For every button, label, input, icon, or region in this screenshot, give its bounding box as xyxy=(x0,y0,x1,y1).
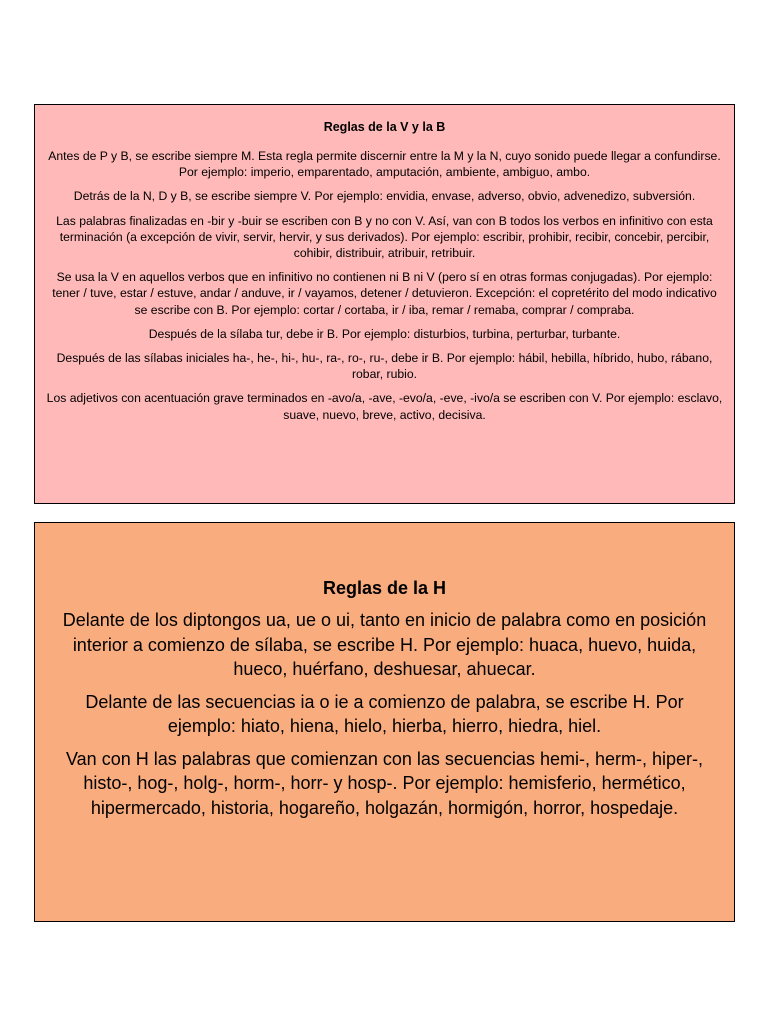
rules-v-b-title: Reglas de la V y la B xyxy=(323,120,446,134)
rules-h-box xyxy=(34,522,735,922)
rules-v-b-paragraph: Los adjetivos con acentuación grave terminados en -avo/a, -ave, -evo/a, -eve, -ivo/a se escriben con V. Por ejemplo: esclavo, suave, nuevo, breve, activo, decisiva. xyxy=(46,391,723,422)
rules-v-b-paragraph: Después de la sílaba tur, debe ir B. Por ejemplo: disturbios, turbina, perturbar, turbante. xyxy=(148,326,621,341)
rules-v-b-paragraph: Antes de P y B, se escribe siempre M. Esta regla permite discernir entre la M y la N, cuyo sonido puede llegar a confundirse. Por ejemplo: imperio, emparentado, amputación, ambiente, ambiguo, ambo. xyxy=(48,149,721,180)
rules-h-paragraph: Van con H las palabras que comienzan con las secuencias hemi-, herm-, hiper-, histo-, hog-, holg-, horm-, horr- y hosp-. Por ejemplo: hemisferio, hermético, hipermercado, historia, hogareño, holgazán, hormigón, horror, hospedaje. xyxy=(66,748,703,818)
rules-v-b-box xyxy=(34,104,735,504)
rules-h-title: Reglas de la H xyxy=(322,578,447,598)
rules-v-b-paragraph: Se usa la V en aquellos verbos que en infinitivo no contienen ni B ni V (pero sí en otras formas conjugadas). Por ejemplo: tener / tuve, estar / estuve, andar / anduve, ir / vayamos, detener / detuvieron. Excepción: el copretérito del modo indicativo se escribe con B. Por ejemplo: cortar / cortaba, ir / iba, remar / remaba, comprar / compraba. xyxy=(52,270,717,317)
rules-v-b-paragraph: Las palabras finalizadas en -bir y -buir se escriben con B y no con V. Así, van con B todos los verbos en infinitivo con esta terminación (a excepción de vivir, servir, hervir, y sus derivados). Por ejemplo: escribir, prohibir, recibir, concebir, percibir, cohibir, distribuir, atribuir, retribuir. xyxy=(56,213,713,261)
rules-v-b-paragraph: Detrás de la N, D y B, se escribe siempre V. Por ejemplo: envidia, envase, adverso, obvio, advenedizo, subversión. xyxy=(73,189,696,204)
rules-h-paragraph: Delante de las secuencias ia o ie a comienzo de palabra, se escribe H. Por ejemplo: hiato, hiena, hielo, hierba, hierro, hiedra, hiel. xyxy=(85,691,684,736)
rules-v-b-paragraph: Después de las sílabas iniciales ha-, he-, hi-, hu-, ra-, ro-, ru-, debe ir B. Por ejemplo: hábil, hebilla, híbrido, hubo, rábano, robar, rubio. xyxy=(56,351,713,382)
rules-h-paragraph: Delante de los diptongos ua, ue o ui, tanto en inicio de palabra como en posición interior a comienzo de sílaba, se escribe H. Por ejemplo: huaca, huevo, huida, hueco, huérfano, deshuesar, ahuecar. xyxy=(62,610,707,679)
